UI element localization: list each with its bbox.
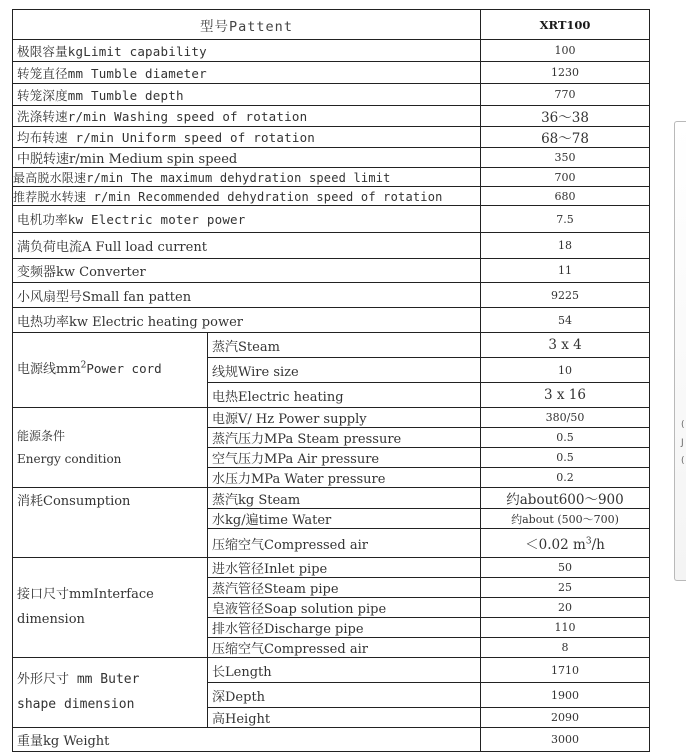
sub-label: 蒸汽Steam (208, 333, 481, 358)
sub-label: 高Height (208, 708, 481, 728)
sub-value: 3 x 4 (481, 333, 650, 358)
side-mark: ( (681, 456, 685, 466)
interface-dimension-label: 接口尺寸mmInterface dimension (13, 558, 208, 658)
sub-value: 约about (500～700) (481, 509, 650, 529)
row-value: 54 (481, 308, 650, 333)
sub-label: 长Length (208, 658, 481, 683)
sub-label: 水压力MPa Water pressure (208, 468, 481, 488)
side-panel-marks (681, 416, 685, 470)
sub-value: 3 x 16 (481, 383, 650, 408)
sub-label: 压缩空气Compressed air (208, 529, 481, 558)
power-cord-label: 电源线$mm^2Power$ cord (13, 333, 208, 408)
row-label: 极限容量kgLimit capability (13, 40, 481, 62)
side-mark: ( (681, 420, 685, 430)
side-mark: J (681, 438, 684, 448)
weight-label: 重量kg Weight (13, 728, 481, 752)
sub-value: 110 (481, 618, 650, 638)
row-label: 电热功率kw Electric heating power (13, 308, 481, 333)
header-row (13, 10, 650, 40)
sub-value: 1900 (481, 683, 650, 708)
sub-value: 约about600～900 (481, 488, 650, 509)
sub-label: 皂液管径Soap solution pipe (208, 598, 481, 618)
sub-value: 8 (481, 638, 650, 658)
row-label: 变频器kw Converter (13, 259, 481, 283)
row-value: 350 (481, 148, 650, 168)
row-label: 转笼深度mm Tumble depth (13, 84, 481, 106)
sub-value: 50 (481, 558, 650, 578)
row-label: 电机功率kw Electric moter power (13, 206, 481, 233)
table-row (13, 62, 650, 84)
compressed-air-consumption-value: ＜0.02 $m^3/h$ (481, 529, 650, 558)
row-label: 均布转速 r/min Uniform speed of rotation (13, 127, 481, 148)
table-row (13, 558, 650, 578)
model-label: 型号Pattent (13, 10, 481, 40)
sub-label: 深Depth (208, 683, 481, 708)
table-row (13, 308, 650, 333)
table-row (13, 283, 650, 308)
sub-label: 水kg/遍time Water (208, 509, 481, 529)
sub-label: 压缩空气Compressed air (208, 638, 481, 658)
sub-value: 1710 (481, 658, 650, 683)
sub-label: 空气压力MPa Air pressure (208, 448, 481, 468)
row-label: 推荐脱水转速 r/min Recommended dehydration speed of rotation (13, 187, 481, 206)
table-row (13, 259, 650, 283)
model-value: XRT100 (481, 10, 650, 40)
row-value: 36～38 (481, 106, 650, 127)
row-label: 转笼直径mm Tumble diameter (13, 62, 481, 84)
row-value: 700 (481, 168, 650, 187)
row-value: 11 (481, 259, 650, 283)
row-value: 100 (481, 40, 650, 62)
weight-value: 3000 (481, 728, 650, 752)
row-value: 770 (481, 84, 650, 106)
shape-dimension-label: 外形尺寸 mm Buter shape dimension (13, 658, 208, 728)
spec-table (12, 9, 650, 752)
row-value: 9225 (481, 283, 650, 308)
sub-value: 0.2 (481, 468, 650, 488)
sub-label: 蒸汽压力MPa Steam pressure (208, 428, 481, 448)
consumption-label: 消耗Consumption (13, 488, 208, 558)
sub-label: 电源V/ Hz Power supply (208, 408, 481, 428)
table-row (13, 106, 650, 127)
sub-value: 0.5 (481, 448, 650, 468)
table-row (13, 488, 650, 509)
row-value: 7.5 (481, 206, 650, 233)
table-row (13, 233, 650, 259)
row-label: 中脱转速r/min Medium spin speed (13, 148, 481, 168)
table-row (13, 333, 650, 358)
row-label: 最高脱水限速r/min The maximum dehydration speed limit (13, 168, 481, 187)
sub-label: 进水管径Inlet pipe (208, 558, 481, 578)
row-value: 680 (481, 187, 650, 206)
table-row (13, 127, 650, 148)
table-row (13, 206, 650, 233)
row-label: 洗涤转速r/min Washing speed of rotation (13, 106, 481, 127)
table-row (13, 408, 650, 428)
row-value: 68～78 (481, 127, 650, 148)
row-value: 18 (481, 233, 650, 259)
table-row (13, 148, 650, 168)
sub-label: 蒸汽管径Steam pipe (208, 578, 481, 598)
row-label: 小风扇型号Small fan patten (13, 283, 481, 308)
sub-label: 线规Wire size (208, 358, 481, 383)
row-value: 1230 (481, 62, 650, 84)
sub-value: 380/50 (481, 408, 650, 428)
table-row (13, 168, 650, 187)
sub-value: 0.5 (481, 428, 650, 448)
sub-value: 10 (481, 358, 650, 383)
energy-condition-label: 能源条件 Energy condition (13, 408, 208, 488)
sub-value: 2090 (481, 708, 650, 728)
sub-label: 排水管径Discharge pipe (208, 618, 481, 638)
sub-value: 25 (481, 578, 650, 598)
row-label: 满负荷电流A Full load current (13, 233, 481, 259)
table-row (13, 658, 650, 683)
sub-label: 电热Electric heating (208, 383, 481, 408)
table-row (13, 187, 650, 206)
table-row (13, 84, 650, 106)
side-panel-tab[interactable] (674, 121, 686, 581)
table-row (13, 40, 650, 62)
sub-label: 蒸汽kg Steam (208, 488, 481, 509)
sub-value: 20 (481, 598, 650, 618)
